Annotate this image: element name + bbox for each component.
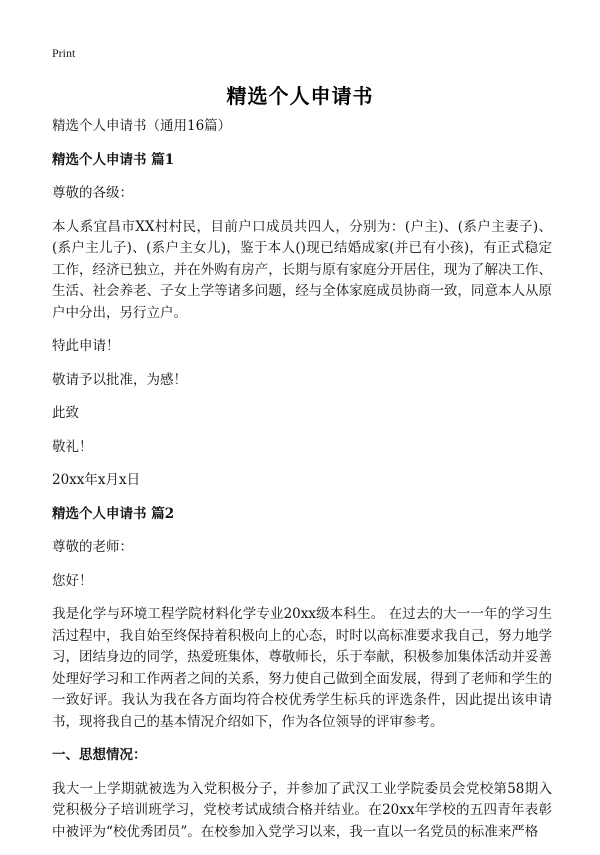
document-title: 精选个人申请书 — [226, 84, 374, 108]
salutation-1: 尊敬的各级： — [52, 185, 133, 201]
document-body — [52, 116, 552, 855]
closing-line-4: 敬礼！ — [52, 438, 93, 455]
closing-line-3: 此致 — [52, 405, 79, 421]
closing-line-1: 特此申请！ — [52, 338, 120, 354]
date-line: 20xx年x月x日 — [52, 472, 141, 488]
greeting-2: 您好！ — [52, 572, 93, 589]
section-heading-1: 精选个人申请书 篇1 — [52, 151, 175, 168]
body-paragraph-1: 本人系宜昌市XX村村民，目前户口成员共四人，分别为：(户主)、(系户主妻子)、(系户主儿子)、(系户主女儿)，鉴于本人()现已结婚成家(并已有小孩)，有正式稳定工作，经济已独立，并在外购有房产，长期与原有家庭分开居住，现为了解决工作、生活、社会养老、子女上学等诸多问题，经与全体家庭成员协商一致，同意本人从原户中分出，另行立户。 — [52, 218, 552, 321]
closing-line-2: 敬请予以批准，为感！ — [52, 371, 187, 388]
print-label: Print — [52, 46, 76, 60]
section-heading-2: 精选个人申请书 篇2 — [52, 505, 175, 522]
salutation-2: 尊敬的老师： — [52, 539, 133, 555]
document-subtitle: 精选个人申请书（通用16篇） — [52, 118, 232, 134]
body-paragraph-3: 我大一上学期就被选为入党积极分子，并参加了武汉工业学院委员会党校第58期入党积极分子培训班学习，党校考试成绩合格并结业。在20xx年学校的五四青年表彰中被评为“校优秀团员”。在校参加入党学习以来，我一直以一名党员的标准来严格 — [52, 780, 552, 840]
body-paragraph-2: 我是化学与环境工程学院材料化学专业20xx级本科生。 在过去的大一一年的学习生活过程中，我自始至终保持着积极向上的心态，时时以高标准要求我自己，努力地学习，团结身边的同学，热爱班集体，尊敬师长，乐于奉献，积极参加集体活动并妥善处理好学习和工作两者之间的关系，努力使自己做到全面发展，得到了老师和学生的一致好评。我认为我在各方面均符合校优秀学生标兵的评选条件，因此提出该申请书，现将我自己的基本情况介绍如下，作为各位领导的评审参考。 — [52, 606, 552, 730]
subheading-thought: 一、思想情况： — [52, 747, 147, 763]
